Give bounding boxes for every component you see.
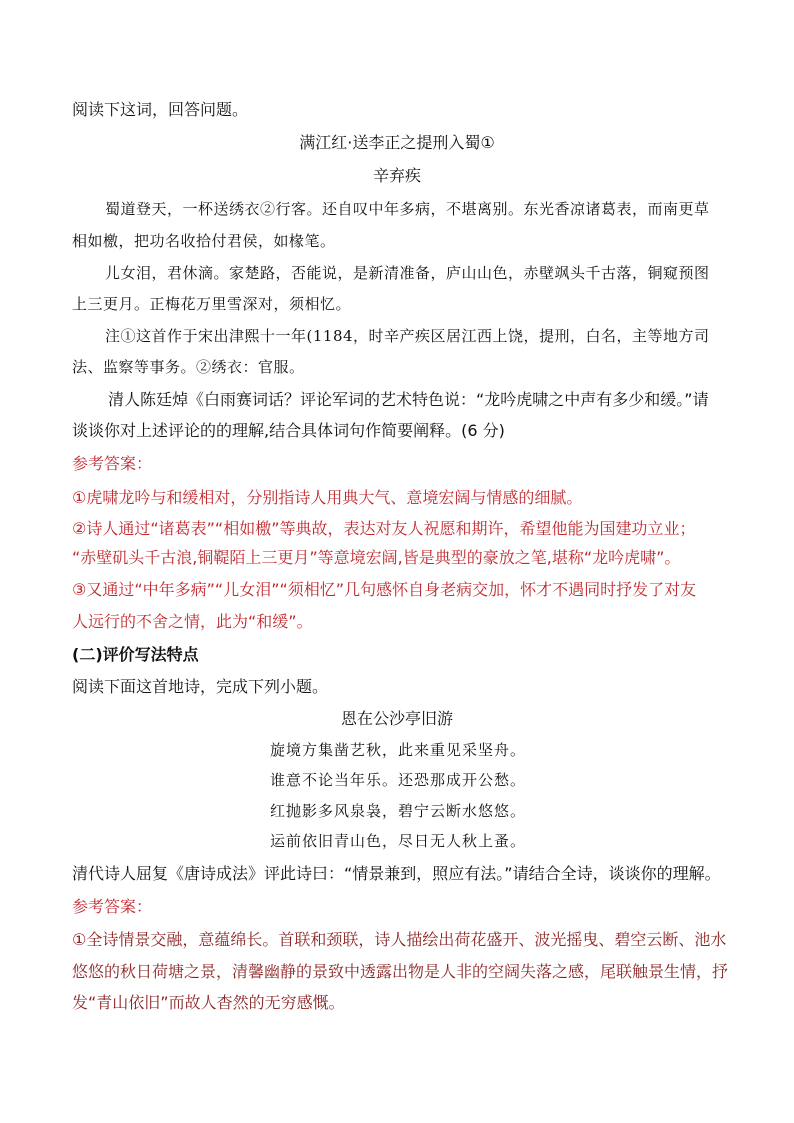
answer-2-line: 发“青山依旧”而故人杳然的无穷感慨。 [72,993,345,1012]
poem1-author: 辛弃疾 [372,166,421,185]
poem2-line: 旋境方集凿艺秋，此来重见采坚舟。 [270,741,527,759]
poem2-line: 运前依旧青山色，尽日无人秋上蚤。 [270,832,527,850]
poem1-line: 蜀道登天，一杯送绣衣②行客。还自叹中年多病，不堪离别。东光香凉诸葛表，而南更草 [105,200,710,218]
poem1-line: 相如檄，把功名收拾付君侯，如椽笔。 [72,232,336,250]
poem1-note: 注①这首作于宋出津熙十一年(1184，时辛产疾区居江西上饶，提刑，白名，主等地方司 [105,327,710,345]
answer-2-line: 悠悠的秋日荷塘之景，清馨幽静的景致中透露出物是人非的空阔失落之感，尾联触景生情，抒 [72,962,729,981]
poem2-line: 红抛影多风泉袅，碧宁云断水悠悠。 [270,802,527,820]
poem1-title: 满江红·送李正之提刑入蜀① [299,133,495,152]
question-1: 谈谈你对上述评论的的理解,结合具体词句作简要阐释。(6 分) [72,421,505,440]
answer-2-line: ①全诗情景交融，意蕴绵长。首联和颈联，诗人描绘出荷花盛开、波光摇曳、碧空云断、池水 [72,930,727,949]
question-2: 清代诗人屈复《唐诗成法》评此诗曰：“情景兼到，照应有法。”请结合全诗，谈谈你的理解。 [72,864,721,883]
answer-label-2: 参考答案： [72,897,153,916]
question-1: 清人陈廷焯《白雨赛词话？评论军词的艺术特色说：“龙吟虎啸之中声有多少和缓。”请 [108,390,709,409]
intro-text-2: 阅读下面这首地诗，完成下列小题。 [72,677,329,696]
answer-1-line: 人远行的不舍之情，此为“和缓”。 [72,612,313,631]
answer-label-1: 参考答案： [72,454,153,473]
poem1-line: 上三更月。正梅花万里雪深对，须相忆。 [72,295,352,313]
poem2-line: 谁意不论当年乐。还恐那成开公愁。 [270,771,527,789]
answer-1-line: ③又通过“中年多病”“儿女泪”“须相忆”几句感怀自身老病交加，怀才不遇同时抒发了对友 [72,580,697,599]
answer-1-line: ②诗人通过“诸葛表”“相如檄”等典故，表达对友人祝愿和期许，希望他能为国建功立业； [72,519,696,538]
poem1-note: 法、监察等事务。②绣衣：官服。 [72,358,305,376]
poem2-title: 恩在公沙亭旧游 [340,709,453,728]
answer-1-line: ①虎啸龙吟与和缓相对，分别指诗人用典大气、意境宏阔与情感的细腻。 [72,488,583,507]
poem1-line: 儿女泪，君休滴。家楚路，否能说，是新清准备，庐山山色，赤壁飒头千古落，铜窥预图 [105,264,710,282]
section-2-heading: (二)评价写法特点 [72,645,199,664]
intro-text-1: 阅读下这词，回答问题。 [72,100,249,119]
answer-1-line: “赤壁矶头千古浪,铜鞮陌上三更月”等意境宏阔,皆是典型的豪放之笔,堪称“龙吟虎啸”。 [72,548,681,567]
